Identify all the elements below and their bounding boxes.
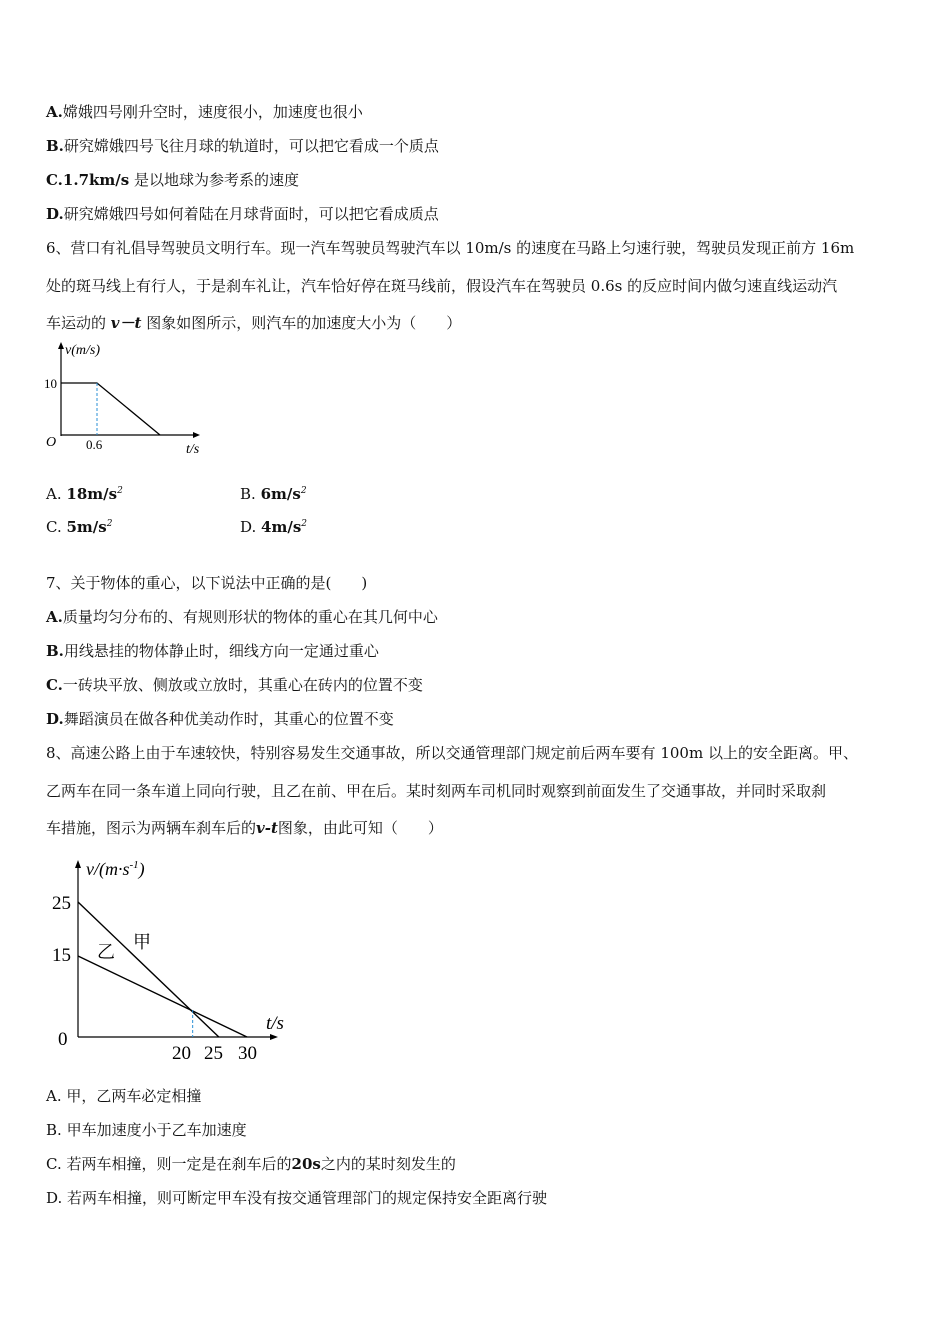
option-text: 嫦娥四号刚升空时，速度很小，加速度也很小 [62, 103, 363, 121]
y-axis-arrow [58, 342, 64, 349]
q6-vt-graph [40, 338, 220, 460]
vt-symbol: v-t [256, 819, 278, 837]
x-tick-label-20: 20 [172, 1043, 191, 1064]
vt-symbol: v－t [110, 314, 142, 332]
q7-option-c: C.一砖块平放、侧放或立放时，其重心在砖内的位置不变 [46, 676, 423, 694]
option-letter: C. [46, 171, 63, 189]
velocity-line [61, 383, 160, 435]
q7-stem: 7、关于物体的重心，以下说法中正确的是( ) [46, 574, 368, 592]
q8-stem-line3: 车措施，图示为两辆车刹车后的v-t图象，由此可知（ ） [46, 819, 443, 837]
q6-option-b: B. $6m/s^2$ [240, 485, 307, 503]
y-tick-label-25: 25 [52, 893, 71, 914]
q7-option-b: B.用线悬挂的物体静止时，细线方向一定通过重心 [46, 642, 379, 660]
q6-option-d: D. $4m/s^2$ [240, 518, 308, 536]
x-tick-label-30: 30 [238, 1043, 257, 1064]
q5-option-b [46, 136, 439, 156]
q7-option-a: A.质量均匀分布的、有规则形状的物体的重心在其几何中心 [46, 608, 438, 626]
q8-vt-graph [40, 852, 300, 1072]
option-letter: A. [46, 103, 63, 121]
q8-stem-line1: 8、高速公路上由于车速较快，特别容易发生交通事故，所以交通管理部门规定前后两车要有 100m 以上的安全距离。甲、 [46, 744, 858, 762]
y-tick-label: 10 [44, 376, 57, 391]
q6-stem-line3: 车运动的 v－t 图象如图所示，则汽车的加速度大小为（ ） [46, 314, 462, 332]
q5-option-a [46, 102, 363, 122]
option-value: 1.7km/s [62, 171, 130, 189]
q8-option-d: D. 若两车相撞，则可断定甲车没有按交通管理部门的规定保持安全距离行驶 [46, 1189, 548, 1207]
x-tick-label: 0.6 [86, 437, 103, 452]
option-letter: B. [46, 137, 64, 155]
series-label-yi: 乙 [97, 942, 115, 962]
q5-option-c [46, 170, 299, 190]
q6-option-a: A. $18m/s^2$ [46, 485, 123, 503]
series-label-jia: 甲 [133, 932, 151, 952]
x-axis-arrow [193, 432, 200, 438]
option-text: 研究嫦娥四号如何着陆在月球背面时，可以把它看成质点 [63, 205, 439, 223]
x-axis-label: t/s [266, 1013, 284, 1034]
option-letter: D. [46, 205, 64, 223]
origin-label: O [46, 435, 57, 450]
q7-option-d: D.舞蹈演员在做各种优美动作时，其重心的位置不变 [46, 710, 394, 728]
q8-option-c: C. 若两车相撞，则一定是在刹车后的20s之内的某时刻发生的 [46, 1155, 456, 1173]
x-axis-arrow [270, 1034, 278, 1040]
q6-stem-line2: 处的斑马线上有行人，于是刹车礼让，汽车恰好停在斑马线前，假设汽车在驾驶员 0.6s 的反应时间内做匀速直线运动汽 [46, 277, 838, 295]
q8-option-a: A. 甲，乙两车必定相撞 [46, 1087, 202, 1105]
q6-stem-line1: 6、营口有礼倡导驾驶员文明行车。现一汽车驾驶员驾驶汽车以 10m/s 的速度在马路上匀速行驶，驾驶员发现正前方 16m [46, 239, 855, 257]
origin-label: 0 [58, 1029, 68, 1050]
q5-option-d [46, 204, 439, 224]
y-tick-label-15: 15 [52, 945, 71, 966]
q8-option-b: B. 甲车加速度小于乙车加速度 [46, 1121, 247, 1139]
y-axis-arrow [75, 860, 81, 868]
q8-stem-line2: 乙两车在同一条车道上同向行驶，且乙在前、甲在后。某时刻两车司机同时观察到前面发生了交通事故，并同时采取刹 [46, 782, 827, 800]
option-text: 研究嫦娥四号飞往月球的轨道时，可以把它看成一个质点 [63, 137, 439, 155]
y-axis-label: $v/(m\cdot s^{-1})$ [86, 859, 145, 879]
y-axis-label: v(m/s) [65, 343, 100, 358]
series-line-yi [78, 956, 247, 1037]
x-tick-label-25: 25 [204, 1043, 223, 1064]
q6-option-c: C. $5m/s^2$ [46, 518, 113, 536]
option-text: 是以地球为参考系的速度 [133, 171, 299, 189]
series-line-jia [78, 902, 219, 1037]
x-axis-label: t/s [186, 442, 200, 457]
